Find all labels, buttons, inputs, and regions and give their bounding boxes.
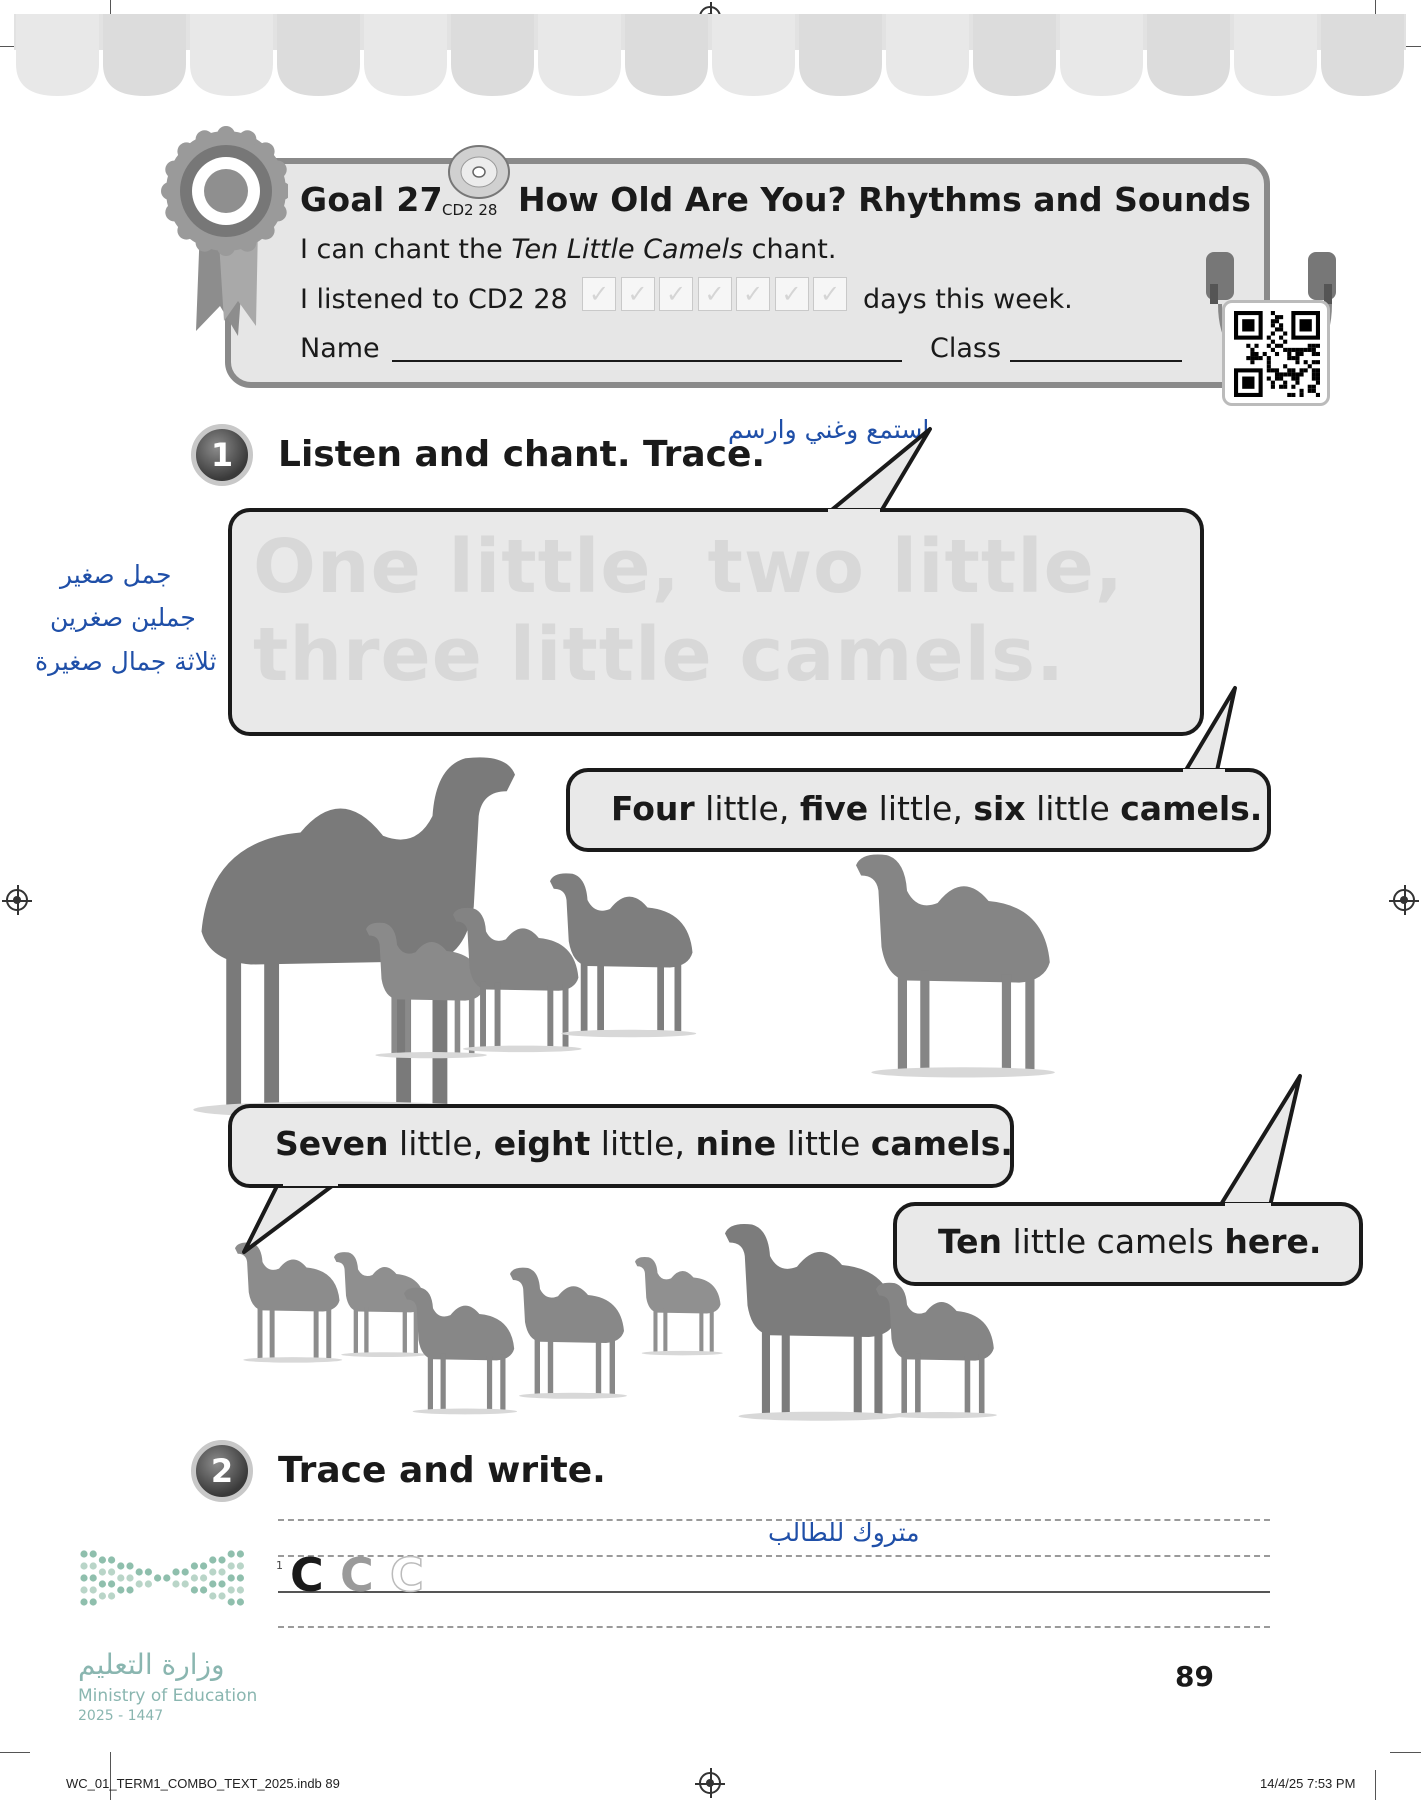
qr-module <box>1271 385 1275 389</box>
camel-figure <box>510 1268 627 1399</box>
qr-module <box>1267 344 1271 348</box>
qr-module <box>1242 377 1254 389</box>
qr-module <box>1300 352 1304 356</box>
qr-module <box>1250 348 1254 352</box>
ministry-logo-dot <box>117 1586 124 1593</box>
awning-scallop <box>973 14 1056 96</box>
ministry-logo-dot <box>172 1568 179 1575</box>
ministry-logo-dot <box>108 1580 115 1587</box>
qr-module <box>1250 352 1254 356</box>
goal-statement: I can chant the Ten Little Camels chant. <box>300 234 837 265</box>
goal-title: How Old Are You? Rhythms and Sounds <box>518 180 1251 219</box>
qr-module <box>1295 356 1299 360</box>
section-2-title: Trace and write. <box>278 1450 606 1491</box>
qr-module <box>1291 348 1295 352</box>
ministry-logo-dot <box>237 1574 244 1581</box>
awning-scallop <box>277 14 360 96</box>
qr-module <box>1242 319 1254 331</box>
arabic-side-line-2: جملين صغرين <box>50 603 196 632</box>
crop-mark <box>1390 1752 1421 1753</box>
qr-code-icon <box>1234 311 1320 397</box>
qr-module <box>1275 319 1279 323</box>
ministry-year: 2025 - 1447 <box>78 1708 164 1724</box>
letter-model: C <box>290 1548 324 1602</box>
awning-scallop <box>16 14 99 96</box>
qr-module <box>1271 348 1275 352</box>
ministry-logo-dot <box>228 1562 235 1569</box>
qr-module <box>1295 377 1299 381</box>
qr-module <box>1312 344 1316 348</box>
ministry-logo-dot <box>99 1592 106 1599</box>
letter-outline[interactable]: C <box>390 1548 424 1602</box>
camel-figure <box>235 1242 342 1362</box>
ministry-logo-dot <box>191 1574 198 1581</box>
qr-module <box>1271 323 1275 327</box>
qr-module <box>1254 356 1258 360</box>
section-2-arabic-note: متروك للطالب <box>768 1518 920 1547</box>
ministry-logo-dot <box>200 1574 207 1581</box>
qr-module <box>1316 377 1320 381</box>
ministry-logo-dot <box>237 1598 244 1605</box>
rosette-tooth <box>196 130 214 148</box>
class-field[interactable] <box>1010 360 1182 362</box>
ministry-logo-dot <box>218 1580 225 1587</box>
bubble-4-tail <box>1215 1070 1305 1210</box>
qr-module <box>1308 364 1312 368</box>
qr-module <box>1279 327 1283 331</box>
qr-module <box>1287 393 1291 397</box>
chant-line-2: Four little, five little, six little camels. <box>611 789 1263 828</box>
rosette-tooth <box>161 182 179 200</box>
awning-scallop <box>538 14 621 96</box>
name-field[interactable] <box>392 360 902 362</box>
qr-module <box>1308 389 1312 393</box>
qr-module <box>1316 352 1320 356</box>
ministry-logo-dot <box>117 1574 124 1581</box>
qr-module <box>1316 381 1320 385</box>
bubble-1-tail-join <box>828 509 880 517</box>
camel-figure <box>334 1252 428 1357</box>
day-checkbox[interactable]: ✓ <box>621 277 655 311</box>
qr-module <box>1254 352 1258 356</box>
goal-number: Goal 27 <box>300 180 443 219</box>
bubble-2-tail-join <box>1183 769 1225 777</box>
ministry-logo-dot <box>154 1574 161 1581</box>
qr-module <box>1308 348 1312 352</box>
class-label: Class <box>930 333 1002 364</box>
ministry-logo-dot <box>126 1586 133 1593</box>
ministry-logo-dot <box>209 1592 216 1599</box>
ministry-logo-dot <box>90 1586 97 1593</box>
awning-scallop <box>364 14 447 96</box>
section-1-number: 1 <box>191 424 253 486</box>
bubble-3-tail-join <box>283 1178 338 1186</box>
qr-module <box>1287 372 1291 376</box>
rosette-tooth <box>257 142 275 160</box>
qr-module <box>1291 385 1295 389</box>
awning-scallop <box>1234 14 1317 96</box>
day-checkbox[interactable]: ✓ <box>736 277 770 311</box>
ministry-logo-dot <box>237 1562 244 1569</box>
qr-module <box>1304 360 1308 364</box>
qr-module <box>1279 336 1283 340</box>
page-number: 89 <box>1175 1660 1214 1693</box>
ministry-logo-dot <box>209 1556 216 1563</box>
rosette-tooth <box>217 238 235 256</box>
ministry-logo-dot <box>126 1574 133 1581</box>
crop-mark <box>0 1752 30 1753</box>
bubble-4-tail-join <box>1225 1203 1271 1211</box>
writing-line-bottom <box>278 1626 1270 1628</box>
cd-track-label: CD2 28 <box>442 201 498 219</box>
ministry-logo-dot <box>126 1562 133 1569</box>
qr-module <box>1275 344 1279 348</box>
qr-module <box>1275 327 1279 331</box>
ministry-logo-dot <box>182 1580 189 1587</box>
awning-scallop <box>190 14 273 96</box>
qr-module <box>1283 381 1287 385</box>
qr-module <box>1312 377 1316 381</box>
qr-module <box>1316 372 1320 376</box>
qr-module <box>1279 315 1283 319</box>
qr-module <box>1267 336 1271 340</box>
ministry-logo-dot <box>237 1550 244 1557</box>
day-checkbox[interactable]: ✓ <box>698 277 732 311</box>
ministry-logo-dot <box>172 1580 179 1587</box>
qr-module <box>1312 360 1316 364</box>
qr-module <box>1295 348 1299 352</box>
rosette-icon <box>158 126 288 341</box>
qr-module <box>1287 356 1291 360</box>
day-checkbox[interactable]: ✓ <box>582 277 616 311</box>
qr-module <box>1279 323 1283 327</box>
qr-module <box>1291 368 1295 372</box>
ministry-logo-dot <box>163 1574 170 1581</box>
arabic-side-line-3: ثلاثة جمال صغيرة <box>35 647 217 676</box>
ministry-logo-dot <box>108 1592 115 1599</box>
cd-icon <box>446 142 512 202</box>
bubble-3-tail <box>240 1178 350 1256</box>
day-checkbox[interactable]: ✓ <box>813 277 847 311</box>
ministry-logo-dot <box>136 1568 143 1575</box>
qr-module <box>1279 377 1283 381</box>
qr-module <box>1267 356 1271 360</box>
ministry-logo-dot <box>218 1592 225 1599</box>
qr-module <box>1308 344 1312 348</box>
qr-module <box>1312 385 1316 389</box>
qr-module <box>1267 377 1271 381</box>
ministry-logo-dot <box>90 1550 97 1557</box>
qr-module <box>1246 356 1250 360</box>
ministry-logo-dot <box>108 1556 115 1563</box>
registration-mark-right <box>1393 889 1415 911</box>
qr-module <box>1283 372 1287 376</box>
qr-module <box>1275 377 1279 381</box>
qr-module <box>1316 344 1320 348</box>
ministry-logo-dot <box>228 1574 235 1581</box>
qr-module <box>1300 368 1304 372</box>
ministry-logo-dot <box>90 1574 97 1581</box>
camel-figure <box>635 1257 723 1355</box>
qr-module <box>1295 372 1299 376</box>
camel-figure <box>404 1288 517 1415</box>
ministry-logo-icon <box>78 1544 253 1634</box>
days-checkbox-row <box>582 275 852 315</box>
awning-scallop <box>1321 14 1404 96</box>
camel-figure <box>725 1224 901 1421</box>
qr-module <box>1304 348 1308 352</box>
qr-module <box>1300 348 1304 352</box>
letter-trace[interactable]: C <box>340 1548 374 1602</box>
rosette-tooth <box>269 161 287 179</box>
qr-module <box>1316 368 1320 372</box>
qr-code-frame[interactable] <box>1222 300 1330 406</box>
footer-datetime: 14/4/25 7:53 PM <box>1260 1776 1356 1791</box>
qr-module <box>1283 340 1287 344</box>
qr-module <box>1304 368 1308 372</box>
ministry-logo-dot <box>237 1586 244 1593</box>
qr-module <box>1246 344 1250 348</box>
qr-module <box>1287 368 1291 372</box>
qr-module <box>1312 372 1316 376</box>
qr-module <box>1263 352 1267 356</box>
rosette-tooth <box>269 203 287 221</box>
writing-line-top <box>278 1519 1270 1521</box>
ministry-english-name: Ministry of Education <box>78 1686 258 1706</box>
day-checkbox[interactable]: ✓ <box>775 277 809 311</box>
rosette-tooth <box>257 222 275 240</box>
ministry-logo-dot <box>218 1568 225 1575</box>
ministry-logo-dot <box>228 1550 235 1557</box>
qr-module <box>1287 348 1291 352</box>
qr-module <box>1300 393 1304 397</box>
qr-module <box>1312 389 1316 393</box>
ministry-logo-dot <box>80 1562 87 1569</box>
listen-log-suffix: days this week. <box>863 284 1073 315</box>
ministry-logo-dot <box>200 1586 207 1593</box>
listen-log-label: I listened to CD2 28 <box>300 284 568 315</box>
trace-line-2[interactable]: three little camels. <box>253 612 1066 698</box>
qr-module <box>1316 393 1320 397</box>
bubble-2-tail <box>1175 682 1245 782</box>
registration-mark-bottom <box>699 1772 721 1794</box>
qr-module <box>1316 360 1320 364</box>
qr-module <box>1291 393 1295 397</box>
awning-scallop <box>799 14 882 96</box>
qr-module <box>1275 315 1279 319</box>
qr-module <box>1279 385 1283 389</box>
registration-mark-left <box>6 889 28 911</box>
crop-mark <box>1375 1770 1376 1800</box>
ministry-logo-dot <box>99 1556 106 1563</box>
qr-module <box>1308 385 1312 389</box>
writing-area[interactable] <box>440 1540 1260 1590</box>
ministry-logo-dot <box>182 1568 189 1575</box>
chant-line-3: Seven little, eight little, nine little camels. <box>275 1124 1013 1163</box>
rosette-tooth <box>177 142 195 160</box>
ministry-logo-dot <box>200 1562 207 1569</box>
qr-module <box>1254 344 1258 348</box>
qr-module <box>1283 348 1287 352</box>
rosette-tooth <box>165 161 183 179</box>
awning-scallop <box>1060 14 1143 96</box>
qr-module <box>1279 344 1283 348</box>
ministry-logo-dot <box>99 1568 106 1575</box>
ministry-logo-dot <box>80 1550 87 1557</box>
rosette-tooth <box>196 234 214 252</box>
awning-scallop <box>625 14 708 96</box>
camel-figure <box>876 1283 997 1419</box>
camel-figure <box>193 757 515 1118</box>
ministry-logo-dot <box>90 1562 97 1569</box>
ministry-logo-dot <box>228 1598 235 1605</box>
chant-line-4: Ten little camels here. <box>938 1222 1322 1261</box>
qr-module <box>1300 319 1312 331</box>
qr-module <box>1250 356 1254 360</box>
ministry-logo-dot <box>99 1580 106 1587</box>
qr-module <box>1271 381 1275 385</box>
qr-module <box>1275 372 1279 376</box>
awning-scallop <box>451 14 534 96</box>
qr-module <box>1291 356 1295 360</box>
qr-module <box>1267 364 1271 368</box>
rosette-tooth <box>165 203 183 221</box>
qr-module <box>1312 368 1316 372</box>
footer-file: WC_01_TERM1_COMBO_TEXT_2025.indb 89 <box>66 1776 340 1791</box>
qr-module <box>1287 352 1291 356</box>
qr-module <box>1250 360 1254 364</box>
ministry-logo-dot <box>80 1586 87 1593</box>
qr-module <box>1295 360 1299 364</box>
awning-decoration <box>14 14 1406 98</box>
qr-module <box>1312 352 1316 356</box>
qr-module <box>1275 352 1279 356</box>
name-label: Name <box>300 333 380 364</box>
rosette-tooth <box>177 222 195 240</box>
ministry-logo-dot <box>191 1562 198 1569</box>
awning-scallop <box>103 14 186 96</box>
qr-module <box>1312 348 1316 352</box>
ministry-logo-dot <box>209 1568 216 1575</box>
ministry-logo-dot <box>191 1586 198 1593</box>
trace-line-1[interactable]: One little, two little, <box>253 524 1124 610</box>
qr-module <box>1259 356 1263 360</box>
qr-module <box>1271 340 1275 344</box>
qr-module <box>1267 368 1271 372</box>
qr-module <box>1283 364 1287 368</box>
arabic-side-line-1: جمل صغير <box>60 560 172 589</box>
qr-module <box>1271 368 1275 372</box>
qr-module <box>1300 389 1304 393</box>
ministry-logo-dot <box>90 1598 97 1605</box>
ministry-logo-dot <box>108 1568 115 1575</box>
section-1-arabic-instruction: استمع وغني وارسم <box>728 415 930 444</box>
qr-module <box>1291 372 1295 376</box>
awning-scallop <box>712 14 795 96</box>
qr-module <box>1271 319 1275 323</box>
rosette-tooth <box>217 126 235 144</box>
rosette-tooth <box>238 130 256 148</box>
qr-module <box>1291 377 1295 381</box>
qr-module <box>1300 372 1304 376</box>
ministry-logo-dot <box>145 1580 152 1587</box>
qr-module <box>1283 331 1287 335</box>
qr-module <box>1295 352 1299 356</box>
ministry-logo-dot <box>209 1580 216 1587</box>
qr-module <box>1295 381 1299 385</box>
ministry-logo-dot <box>136 1580 143 1587</box>
ministry-logo-dot <box>145 1568 152 1575</box>
ministry-logo-dot <box>80 1598 87 1605</box>
ministry-logo-dot <box>80 1574 87 1581</box>
ministry-logo-dot <box>218 1556 225 1563</box>
rosette-tooth <box>238 234 256 252</box>
awning-scallop <box>886 14 969 96</box>
qr-module <box>1271 331 1275 335</box>
ministry-logo-dot <box>117 1562 124 1569</box>
camel-figure <box>550 873 696 1037</box>
day-checkbox[interactable]: ✓ <box>659 277 693 311</box>
ministry-arabic-name: وزارة التعليم <box>78 1648 225 1681</box>
awning-scallop <box>1147 14 1230 96</box>
qr-module <box>1271 311 1275 315</box>
qr-module <box>1283 385 1287 389</box>
stroke-start-mark: 1 <box>276 1559 283 1572</box>
camel-figure <box>856 855 1055 1078</box>
ministry-logo-dot <box>228 1586 235 1593</box>
section-1-title: Listen and chant. Trace. <box>278 434 766 475</box>
qr-module <box>1267 360 1271 364</box>
writing-baseline <box>278 1591 1270 1593</box>
bubble-1-tail <box>820 425 940 515</box>
qr-module <box>1275 368 1279 372</box>
section-2-number: 2 <box>191 1440 253 1502</box>
qr-module <box>1279 372 1283 376</box>
